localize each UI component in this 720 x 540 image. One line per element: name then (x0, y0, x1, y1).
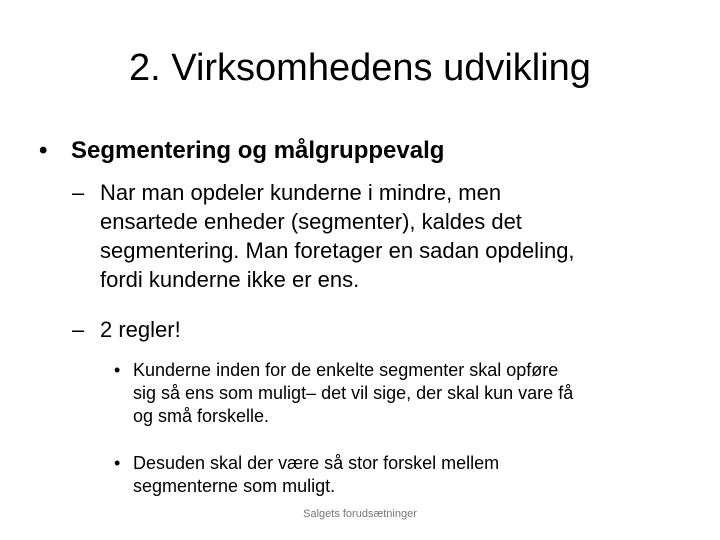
definition-line: segmentering. Man foretager en sadan opdeling, (100, 238, 575, 263)
bullet-icon: • (39, 137, 48, 164)
bullet-icon: • (114, 453, 121, 473)
rules-heading: 2 regler! (100, 317, 181, 342)
definition-text (100, 178, 575, 294)
rule-text (133, 359, 573, 428)
dash-icon: – (72, 180, 85, 205)
rule-line: Kunderne inden for de enkelte segmenter skal opføre (133, 360, 559, 380)
slide-title: 2. Virksomhedens udvikling (129, 47, 591, 89)
definition-line: Nar man opdeler kunderne i mindre, men (100, 180, 502, 205)
bullet-icon: • (114, 360, 121, 380)
rule-line: Desuden skal der være så stor forskel mellem (133, 453, 500, 473)
rule-line: segmenterne som muligt. (133, 476, 336, 496)
bullet-heading: Segmentering og målgruppevalg (71, 137, 445, 164)
slide-footer: Salgets forudsætninger (303, 508, 417, 520)
rule-line: og små forskelle. (133, 406, 270, 426)
rule-text (133, 452, 499, 498)
dash-icon: – (72, 317, 85, 342)
definition-line: ensartede enheder (segmenter), kaldes det (100, 209, 522, 234)
rule-line: sig så ens som muligt– det vil sige, der skal kun vare få (133, 383, 574, 403)
definition-line: fordi kunderne ikke er ens. (100, 267, 360, 292)
